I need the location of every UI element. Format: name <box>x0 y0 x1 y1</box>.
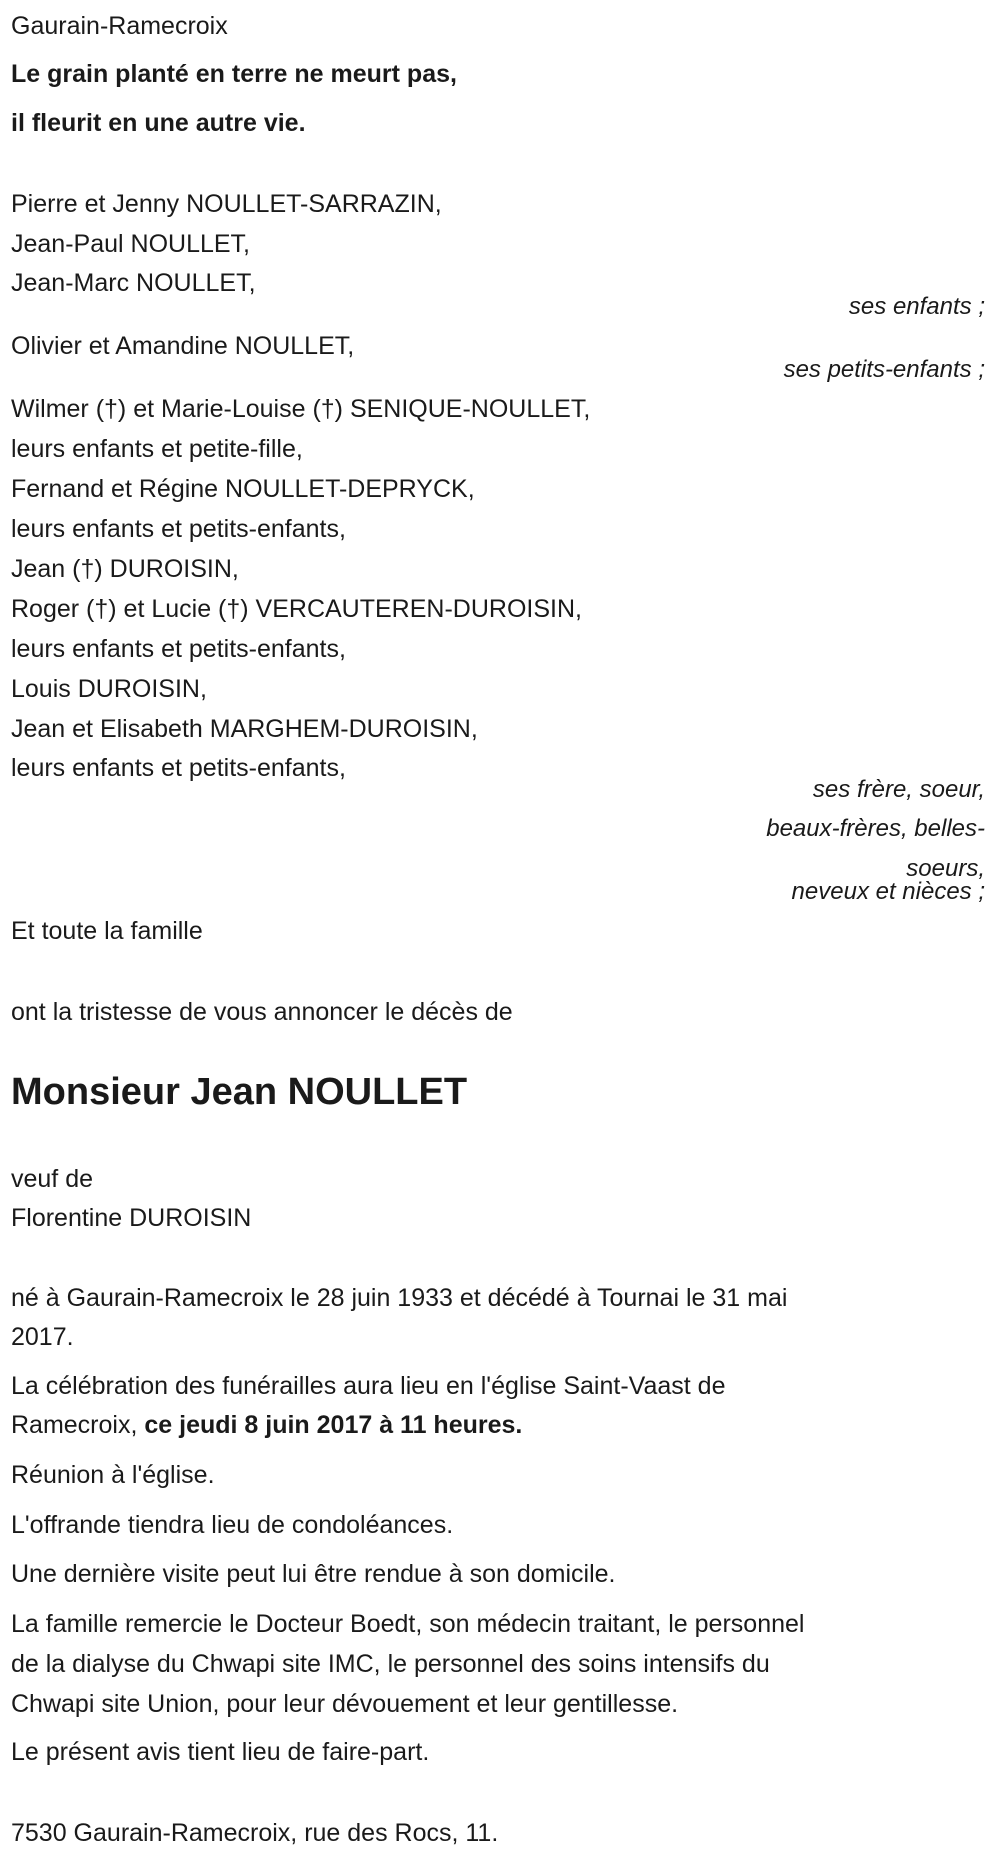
children-line: Pierre et Jenny NOULLET-SARRAZIN, <box>11 190 442 218</box>
sibling-line: leurs enfants et petits-enfants, <box>11 515 346 543</box>
sibling-line: Roger (†) et Lucie (†) VERCAUTEREN-DUROISIN, <box>11 595 582 623</box>
sibling-line: leurs enfants et petits-enfants, <box>11 635 346 663</box>
visit: Une dernière visite peut lui être rendue à son domicile. <box>11 1560 616 1588</box>
sibling-line: Louis DUROISIN, <box>11 675 207 703</box>
meeting: Réunion à l'église. <box>11 1461 215 1489</box>
siblings-role: soeurs, <box>906 855 985 882</box>
grandchildren-role: ses petits-enfants ; <box>783 356 985 383</box>
birth-death: 2017. <box>11 1323 74 1351</box>
deceased-name: Monsieur Jean NOULLET <box>11 1071 468 1113</box>
siblings-role: neveux et nièces ; <box>791 878 985 905</box>
address: 7530 Gaurain-Ramecroix, rue des Rocs, 11. <box>11 1819 499 1847</box>
widower-label: veuf de <box>11 1165 94 1193</box>
sibling-line: leurs enfants et petite-fille, <box>11 435 303 463</box>
children-line: Jean-Paul NOULLET, <box>11 230 251 258</box>
announcement: ont la tristesse de vous annoncer le décès de <box>11 998 513 1026</box>
thanks-line: Chwapi site Union, pour leur dévouement et leur gentillesse. <box>11 1690 679 1718</box>
place: Gaurain-Ramecroix <box>11 12 228 40</box>
ceremony: La célébration des funérailles aura lieu en l'église Saint-Vaast de <box>11 1372 726 1400</box>
offering: L'offrande tiendra lieu de condoléances. <box>11 1511 454 1539</box>
siblings-role: ses frère, soeur, <box>812 776 985 803</box>
ceremony-place: Ramecroix, <box>11 1411 145 1439</box>
sibling-line: Jean (†) DUROISIN, <box>11 555 239 583</box>
children-line: Jean-Marc NOULLET, <box>11 269 256 297</box>
notice: Le présent avis tient lieu de faire-part. <box>11 1738 430 1766</box>
grandchildren-line: Olivier et Amandine NOULLET, <box>11 332 355 360</box>
thanks-line: La famille remercie le Docteur Boedt, son médecin traitant, le personnel <box>11 1610 805 1638</box>
sibling-line: leurs enfants et petits-enfants, <box>11 754 346 782</box>
spouse-name: Florentine DUROISIN <box>11 1204 252 1232</box>
quote-line: il fleurit en une autre vie. <box>11 109 306 137</box>
sibling-line: Wilmer (†) et Marie-Louise (†) SENIQUE-NOULLET, <box>11 395 591 423</box>
ceremony-date: ce jeudi 8 juin 2017 à 11 heures. <box>144 1411 523 1439</box>
sibling-line: Jean et Elisabeth MARGHEM-DUROISIN, <box>11 715 478 743</box>
quote-line: Le grain planté en terre ne meurt pas, <box>11 60 457 88</box>
siblings-role: beaux-frères, belles- <box>766 815 985 842</box>
thanks-line: de la dialyse du Chwapi site IMC, le personnel des soins intensifs du <box>11 1650 770 1678</box>
birth-death: né à Gaurain-Ramecroix le 28 juin 1933 et décédé à Tournai le 31 mai <box>11 1284 788 1312</box>
ceremony <box>11 1410 522 1440</box>
sibling-line: Fernand et Régine NOULLET-DEPRYCK, <box>11 475 475 503</box>
children-role: ses enfants ; <box>848 293 985 320</box>
family: Et toute la famille <box>11 917 203 945</box>
